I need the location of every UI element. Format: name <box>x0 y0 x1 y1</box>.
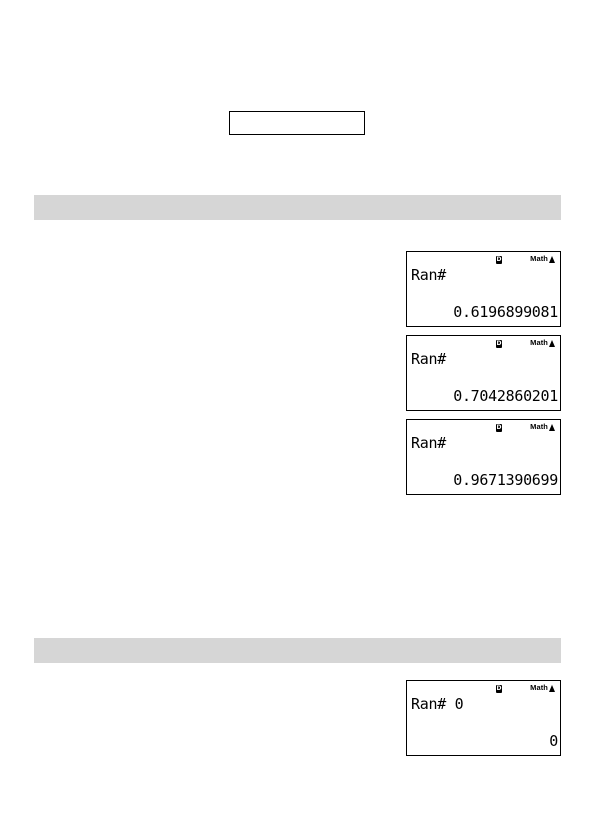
math-mode-indicator: Math <box>530 683 548 692</box>
calculator-display-2 <box>406 335 561 411</box>
calculator-display-1 <box>406 251 561 327</box>
result-value: 0.6196899081 <box>453 303 558 321</box>
calculator-display-3 <box>406 419 561 495</box>
input-expression: Ran# <box>411 434 446 452</box>
calculator-display-4 <box>406 680 561 756</box>
blank-heading-box <box>229 111 365 135</box>
result-value: 0.9671390699 <box>453 471 558 489</box>
degree-mode-indicator: D <box>496 424 502 431</box>
degree-mode-indicator: D <box>496 685 502 692</box>
result-value: 0 <box>549 732 558 750</box>
math-mode-indicator: Math <box>530 254 548 263</box>
section-band-1 <box>34 195 561 220</box>
math-mode-indicator: Math <box>530 422 548 431</box>
input-expression: Ran# <box>411 266 446 284</box>
input-expression: Ran# <box>411 350 446 368</box>
math-mode-indicator: Math <box>530 338 548 347</box>
input-expression: Ran# 0 <box>411 695 464 713</box>
up-arrow-icon <box>549 424 555 431</box>
degree-mode-indicator: D <box>496 340 502 347</box>
result-value: 0.7042860201 <box>453 387 558 405</box>
up-arrow-icon <box>549 685 555 692</box>
section-band-2 <box>34 638 561 663</box>
degree-mode-indicator: D <box>496 256 502 263</box>
up-arrow-icon <box>549 256 555 263</box>
up-arrow-icon <box>549 340 555 347</box>
